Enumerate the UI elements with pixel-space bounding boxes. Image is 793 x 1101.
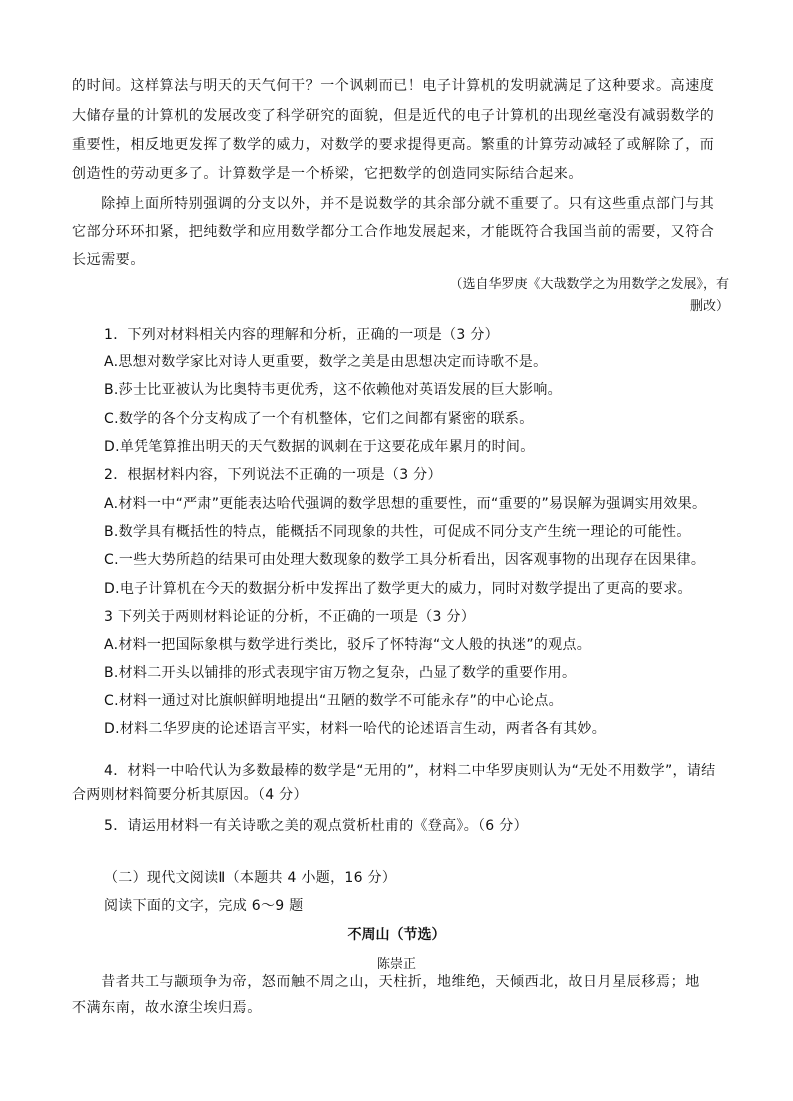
question-1-option-a: A.思想对数学家比对诗人更重要，数学之美是由思想决定而诗歌不是。 (104, 354, 548, 370)
passage-line-4: 创造性的劳动更多了。计算数学是一个桥梁，它把数学的创造同实际结合起来。 (72, 166, 583, 182)
section-2-instruction: 阅读下面的文字，完成 6～9 题 (104, 898, 304, 914)
question-2-option-b: B.数学具有概括性的特点，能概括不同现象的共性，可促成不同分支产生统一理论的可能性。 (104, 524, 691, 540)
question-3-stem: 3 下列关于两则材料论证的分析，不正确的一项是（3 分） (104, 609, 476, 625)
question-1-option-d: D.单凭笔算推出明天的天气数据的讽刺在于这要花成年累月的时间。 (104, 439, 535, 455)
passage-line-5: 除掉上面所特别强调的分支以外，并不是说数学的其余部分就不重要了。只有这些重点部门与其 (72, 196, 715, 212)
question-2-option-d: D.电子计算机在今天的数据分析中发挥出了数学更大的威力，同时对数学提出了更高的要求。 (104, 581, 692, 597)
story-title: 不周山（节选） (347, 927, 446, 943)
story-author: 陈崇正 (376, 957, 416, 972)
question-3-option-a: A.材料一把国际象棋与数学进行类比，驳斥了怀特海“文人般的执迷”的观点。 (104, 637, 592, 653)
question-1-option-b: B.莎士比亚被认为比奥特韦更优秀，这不依赖他对英语发展的巨大影响。 (104, 382, 562, 398)
question-5: 5．请运用材料一有关诗歌之美的观点赏析杜甫的《登高》。（6 分） (104, 818, 528, 834)
question-1-stem: 1．下列对材料相关内容的理解和分析，正确的一项是（3 分） (104, 327, 499, 343)
passage-line-1: 的时间。这样算法与明天的天气何干？一个讽刺而已！电子计算机的发明就满足了这种要求。高速度 (72, 78, 715, 94)
question-3-option-c: C.材料一通过对比旗帜鲜明地提出“丑陋的数学不可能永存”的中心论点。 (104, 693, 563, 709)
question-2-stem: 2．根据材料内容，下列说法不正确的一项是（3 分） (104, 467, 442, 483)
story-line-1: 昔者共工与颛顼争为帝，怒而触不周之山，天柱折，地维绝，天倾西北，故日月星辰移焉；地 (72, 974, 700, 990)
passage-line-2: 大储存量的计算机的发展改变了科学研究的面貌，但是近代的电子计算机的出现丝毫没有减弱数学的 (72, 108, 715, 124)
section-2-heading: （二）现代文阅读Ⅱ（本题共 4 小题，16 分） (104, 870, 397, 886)
question-3-option-d: D.材料二华罗庚的论述语言平实，材料一哈代的论述语言生动，两者各有其妙。 (104, 721, 607, 737)
passage-line-3: 重要性，相反地更发挥了数学的威力，对数学的要求提得更高。繁重的计算劳动减轻了或解除了，而 (72, 137, 715, 153)
passage-line-6: 它部分环环扣紧，把纯数学和应用数学都分工合作地发展起来，才能既符合我国当前的需要，又符合 (72, 224, 715, 240)
question-2-option-c: C.一些大势所趋的结果可由处理大数现象的数学工具分析看出，因客观事物的出现存在因果律。 (104, 552, 706, 568)
question-3-option-b: B.材料二开头以铺排的形式表现宇宙万物之复杂，凸显了数学的重要作用。 (104, 665, 577, 681)
story-line-2: 不满东南，故水潦尘埃归焉。 (72, 1000, 262, 1016)
question-2-option-a: A.材料一中“严肃”更能表达哈代强调的数学思想的重要性，而“重要的”易误解为强调实用效果。 (104, 496, 707, 512)
source-citation-line-2: 删改） (689, 299, 729, 314)
question-4-line-1: 4．材料一中哈代认为多数最棒的数学是“无用的”，材料二中华罗庚则认为“无处不用数学”，请结 (104, 763, 716, 779)
source-citation-line-1: （选自华罗庚《大哉数学之为用数学之发展》，有 (449, 277, 729, 292)
question-4-line-2: 合两则材料简要分析其原因。（4 分） (72, 787, 308, 803)
passage-line-7: 长远需要。 (72, 252, 145, 268)
question-1-option-c: C.数学的各个分支构成了一个有机整体，它们之间都有紧密的联系。 (104, 411, 534, 427)
